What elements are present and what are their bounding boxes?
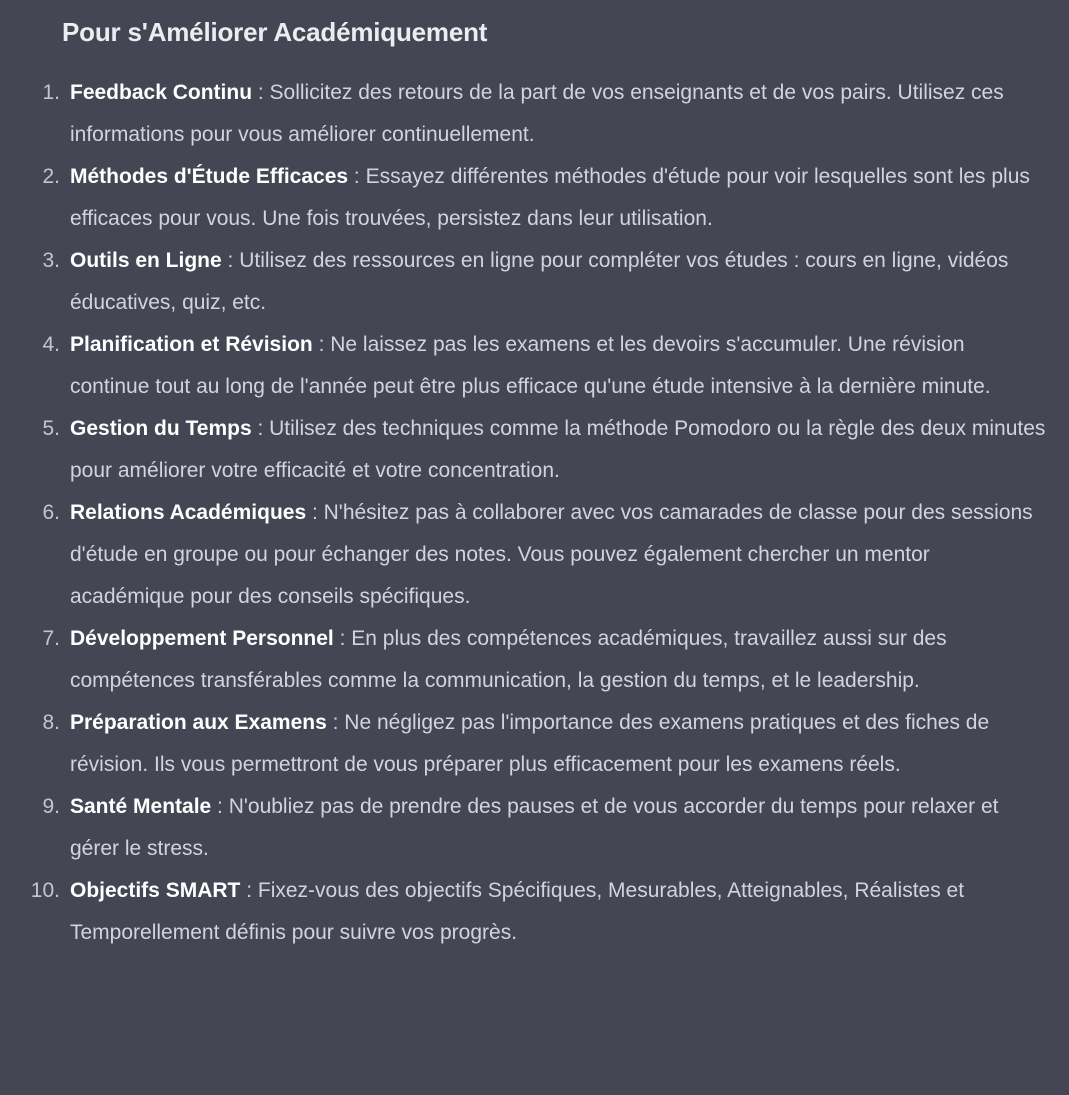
list-item bbox=[0, 786, 1069, 870]
item-number: 8. bbox=[42, 711, 60, 734]
item-description: : Utilisez des ressources en ligne pour compléter vos études : cours en ligne, vidéos éducatives, quiz, etc. bbox=[70, 249, 1009, 314]
item-description: : Essayez différentes méthodes d'étude pour voir lesquelles sont les plus efficaces pour vous. Une fois trouvées, persistez dans leur utilisation. bbox=[70, 165, 1030, 230]
item-term: Feedback Continu bbox=[70, 81, 253, 104]
tips-list bbox=[0, 72, 1069, 954]
item-number: 5. bbox=[42, 417, 60, 440]
item-term: Méthodes d'Étude Efficaces bbox=[70, 165, 349, 188]
item-term: Santé Mentale bbox=[70, 795, 212, 818]
item-number: 10. bbox=[30, 879, 60, 902]
item-description: : N'hésitez pas à collaborer avec vos camarades de classe pour des sessions d'étude en groupe ou pour échanger des notes. Vous pouvez également chercher un mentor académique pour des conseils spécifiques. bbox=[70, 501, 1033, 608]
item-description: : En plus des compétences académiques, travaillez aussi sur des compétences transférables comme la communication, la gestion du temps, et le leadership. bbox=[70, 627, 947, 692]
item-description: : Utilisez des techniques comme la méthode Pomodoro ou la règle des deux minutes pour améliorer votre efficacité et votre concentration. bbox=[70, 417, 1046, 482]
item-term: Gestion du Temps bbox=[70, 417, 252, 440]
item-number: 9. bbox=[42, 795, 60, 818]
list-item bbox=[0, 702, 1069, 786]
item-number: 7. bbox=[42, 627, 60, 650]
item-term: Outils en Ligne bbox=[70, 249, 222, 272]
list-item bbox=[0, 492, 1069, 618]
section-heading: Pour s'Améliorer Académiquement bbox=[62, 17, 488, 47]
list-item bbox=[0, 618, 1069, 702]
item-description: : Fixez-vous des objectifs Spécifiques, Mesurables, Atteignables, Réalistes et Temporellement définis pour suivre vos progrès. bbox=[70, 879, 965, 944]
list-item bbox=[0, 408, 1069, 492]
item-number: 3. bbox=[42, 249, 60, 272]
item-number: 1. bbox=[42, 81, 60, 104]
item-description: : Ne laissez pas les examens et les devoirs s'accumuler. Une révision continue tout au long de l'année peut être plus efficace qu'une étude intensive à la dernière minute. bbox=[70, 333, 991, 398]
item-term: Préparation aux Examens bbox=[70, 711, 327, 734]
list-item bbox=[0, 156, 1069, 240]
item-term: Relations Académiques bbox=[70, 501, 307, 524]
item-term: Objectifs SMART bbox=[70, 879, 241, 902]
item-description: : Ne négligez pas l'importance des examens pratiques et des fiches de révision. Ils vous permettront de vous préparer plus efficacement pour les examens réels. bbox=[70, 711, 990, 776]
list-item bbox=[0, 870, 1069, 954]
item-term: Planification et Révision bbox=[70, 333, 313, 356]
item-description: : Sollicitez des retours de la part de vos enseignants et de vos pairs. Utilisez ces informations pour vous améliorer continuellement. bbox=[70, 81, 1004, 146]
list-item bbox=[0, 240, 1069, 324]
item-number: 2. bbox=[42, 165, 60, 188]
item-term: Développement Personnel bbox=[70, 627, 334, 650]
list-item bbox=[0, 324, 1069, 408]
item-description: : N'oubliez pas de prendre des pauses et de vous accorder du temps pour relaxer et gérer le stress. bbox=[70, 795, 999, 860]
list-item bbox=[0, 72, 1069, 156]
item-number: 6. bbox=[42, 501, 60, 524]
item-number: 4. bbox=[42, 333, 60, 356]
